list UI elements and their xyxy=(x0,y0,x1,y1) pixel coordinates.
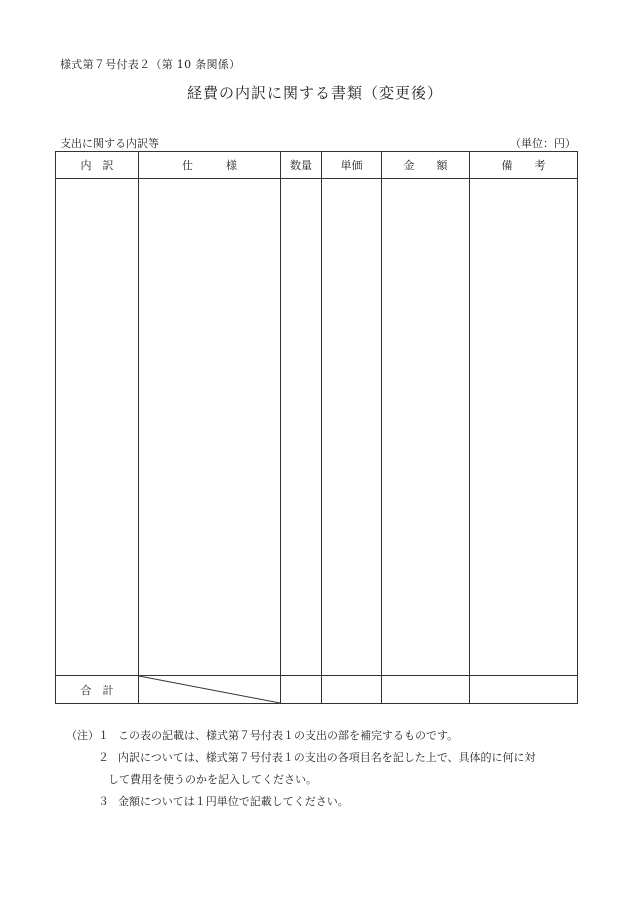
note-number: ２ xyxy=(98,751,109,764)
note-number: ３ xyxy=(98,795,109,808)
notes-prefix: （注） xyxy=(66,729,99,742)
table-row xyxy=(56,179,578,676)
expense-table xyxy=(55,151,578,704)
note-text: 内訳については、様式第７号付表１の支出の各項目名を記した上で、具体的に何に対 xyxy=(118,751,536,764)
cell-quantity[interactable] xyxy=(281,179,322,676)
note-item xyxy=(66,747,536,769)
cell-unit-price[interactable] xyxy=(322,179,382,676)
cell-breakdown[interactable] xyxy=(56,179,139,676)
column-header-amount: 金 額 xyxy=(382,152,470,179)
note-text: 金額については１円単位で記載してください。 xyxy=(118,795,349,808)
total-amount[interactable] xyxy=(382,676,470,704)
table-header-row xyxy=(56,152,578,179)
note-item xyxy=(66,725,536,747)
total-quantity[interactable] xyxy=(281,676,322,704)
unit-label: （単位：円） xyxy=(510,137,576,150)
total-row xyxy=(56,676,578,704)
total-unit-price[interactable] xyxy=(322,676,382,704)
cell-amount[interactable] xyxy=(382,179,470,676)
diagonal-strike-line xyxy=(139,676,280,703)
total-specification-struck xyxy=(139,676,281,704)
total-label: 合 計 xyxy=(56,676,139,704)
section-label: 支出に関する内訳等 xyxy=(60,137,159,150)
document-title: 経費の内訳に関する書類（変更後） xyxy=(186,84,443,102)
note-item xyxy=(66,791,536,813)
column-header-remarks: 備 考 xyxy=(470,152,578,179)
note-text: この表の記載は、様式第７号付表１の支出の部を補完するものです。 xyxy=(118,729,459,742)
notes xyxy=(66,725,536,813)
column-header-unit-price: 単価 xyxy=(322,152,382,179)
column-header-quantity: 数量 xyxy=(281,152,322,179)
cell-remarks[interactable] xyxy=(470,179,578,676)
cell-specification[interactable] xyxy=(139,179,281,676)
form-number: 様式第７号付表２（第 10 条関係） xyxy=(60,58,241,71)
note-continuation: して費用を使うのかを記入してください。 xyxy=(108,773,317,786)
note-number: １ xyxy=(98,729,109,742)
total-remarks[interactable] xyxy=(470,676,578,704)
column-header-specification: 仕 様 xyxy=(139,152,281,179)
column-header-breakdown: 内 訳 xyxy=(56,152,139,179)
